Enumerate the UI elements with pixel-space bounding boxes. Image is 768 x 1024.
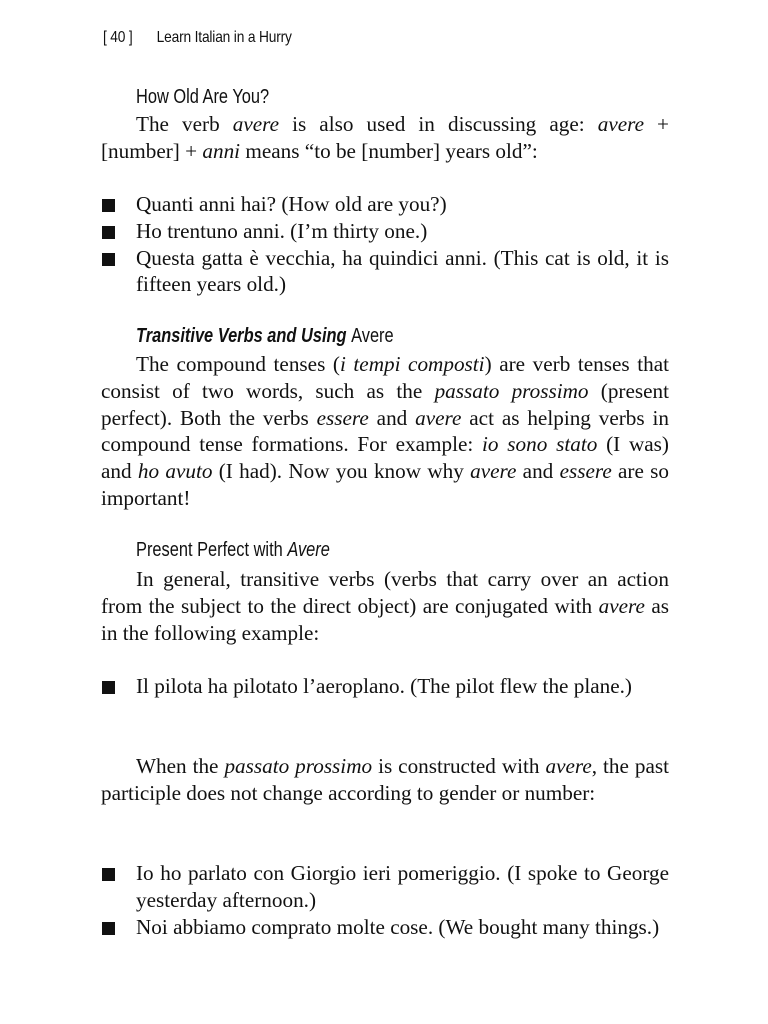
italic-term: avere	[545, 754, 592, 778]
text-run: (I had). Now you know why	[212, 459, 471, 484]
list-item-text: Questa gatta è vecchia, ha quindici anni. (This cat is old, it is fifteen years old.)	[136, 245, 669, 297]
text-run: are so important!	[101, 459, 670, 510]
list-item	[101, 218, 669, 245]
list-item	[101, 914, 669, 941]
text-run: act as helping verbs in compound tense formations. For example:	[101, 405, 669, 457]
text-run: The verb	[136, 112, 233, 136]
italic-term: essere	[316, 405, 369, 430]
heading-italic-part: Avere	[287, 539, 330, 561]
text-run: is constructed with	[372, 754, 546, 778]
heading-roman-part: Present Perfect with	[136, 539, 288, 561]
italic-term: ho avuto	[137, 459, 213, 484]
paragraph-transitive	[101, 351, 669, 512]
italic-term: passato prossimo	[434, 378, 589, 403]
italic-term: essere	[559, 459, 612, 484]
list-item	[101, 245, 669, 299]
text-run: is also used in discussing age:	[279, 112, 598, 136]
square-bullet-icon	[102, 922, 115, 935]
list-item-text: Noi abbiamo comprato molte cose. (We bought many things.)	[136, 914, 660, 939]
page-number: [ 40 ]	[103, 29, 133, 46]
heading-roman-part: Avere	[351, 325, 394, 347]
bullet-list-example	[101, 673, 669, 700]
italic-term: avere	[415, 405, 462, 430]
text-run: When the	[136, 754, 225, 778]
text-run: as in the following example:	[101, 593, 669, 645]
section-heading-present-perfect	[136, 539, 330, 562]
list-item-text: Quanti anni hai? (How old are you?)	[136, 192, 447, 216]
book-title: Learn Italian in a Hurry	[156, 29, 292, 46]
section-heading-transitive	[136, 325, 394, 348]
square-bullet-icon	[102, 868, 115, 881]
list-item	[101, 860, 669, 914]
heading-italic-part: Transitive Verbs and Using	[136, 325, 352, 347]
italic-term: avere	[598, 593, 645, 618]
bullet-list-examples	[101, 860, 669, 940]
square-bullet-icon	[102, 226, 115, 239]
list-item-text: Il pilota ha pilotato l’aeroplano. (The pilot flew the plane.)	[136, 674, 632, 698]
text-run: (present perfect). Both the verbs	[101, 378, 669, 430]
running-header	[103, 29, 292, 47]
text-run: (I was) and	[101, 432, 669, 484]
list-item	[101, 673, 669, 700]
italic-term: avere	[597, 112, 644, 136]
italic-term: i tempi composti	[339, 352, 485, 376]
italic-term: anni	[202, 138, 241, 163]
italic-term: passato prossimo	[224, 754, 373, 778]
text-run: ) are verb tenses that consist of two words, such as the	[101, 352, 669, 403]
paragraph-age	[101, 111, 669, 165]
text-run: and	[368, 405, 416, 430]
italic-term: io sono stato	[482, 432, 598, 457]
text-run: and	[516, 459, 560, 484]
text-run: The compound tenses (	[136, 352, 340, 376]
list-item-text: Ho trentuno anni. (I’m thirty one.)	[136, 218, 428, 243]
paragraph-present-perfect	[101, 566, 669, 646]
square-bullet-icon	[102, 253, 115, 266]
text-run: + [number] +	[101, 112, 670, 163]
square-bullet-icon	[102, 199, 115, 212]
bullet-list-age	[101, 191, 669, 298]
list-item-text: Io ho parlato con Giorgio ieri pomeriggio. (I spoke to George yesterday afternoon.)	[136, 861, 669, 912]
text-run: , the past participle does not change according to gender or number:	[101, 754, 670, 805]
text-run: means “to be [number] years old”:	[240, 138, 538, 163]
paragraph-past-participle	[101, 753, 669, 807]
square-bullet-icon	[102, 681, 115, 694]
section-heading-age: How Old Are You?	[136, 86, 270, 108]
text-run: In general, transitive verbs (verbs that carry over an action from the subject to the direct object) are conjugated with	[101, 567, 669, 618]
italic-term: avere	[232, 112, 280, 136]
list-item	[101, 191, 669, 218]
italic-term: avere	[470, 459, 517, 484]
